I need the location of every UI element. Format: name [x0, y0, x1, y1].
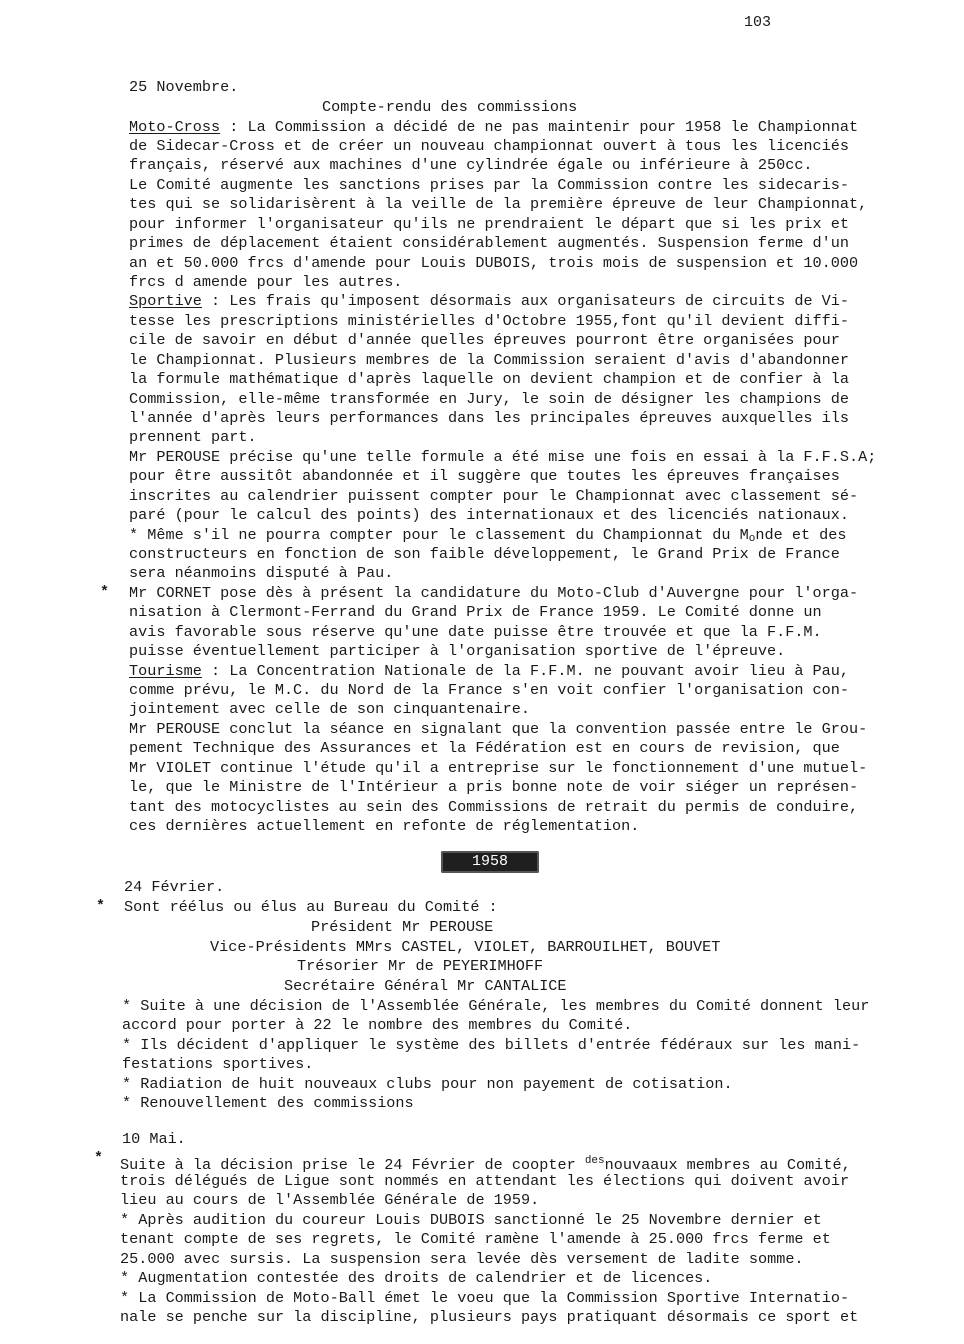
paragraph-line: jointement avec celle de son cinquantenaire.	[129, 700, 531, 718]
year-banner-1958: 1958	[441, 851, 539, 873]
paragraph-line: pour informer l'organisateur qu'ils ne prendraient le départ que si les prix et	[129, 215, 850, 233]
paragraph-line: prennent part.	[129, 428, 257, 446]
bureau-intro: Sont réélus ou élus au Bureau du Comité :	[124, 898, 498, 916]
paragraph-line: inscrites au calendrier puissent compter pour le Championnat avec classement sé-	[129, 487, 859, 505]
bullet-line: * Renouvellement des commissions	[122, 1094, 414, 1112]
paragraph-line: an et 50.000 frcs d'amende pour Louis DUBOIS, trois mois de suspension et 10.000	[129, 254, 859, 272]
paragraph-line: Mr VIOLET continue l'étude qu'il a entreprise sur le fonctionnement d'une mutuel-	[129, 759, 868, 777]
paragraph-line: pement Technique des Assurances et la Fédération est en cours de revision, que	[129, 739, 840, 757]
margin-star: *	[94, 1150, 104, 1167]
paragraph-line: nale se penche sur la discipline, plusieurs pays pratiquant désormais ce sport et	[120, 1308, 859, 1326]
paragraph-line	[129, 292, 849, 312]
heading-tourisme: Tourisme	[129, 662, 202, 680]
paragraph-line: Mr PEROUSE précise qu'une telle formule a été mise une fois en essai à la F.F.S.A;	[129, 448, 877, 466]
heading-moto-cross: Moto-Cross	[129, 118, 221, 136]
paragraph-line: puisse éventuellement participer à l'organisation sportive de l'épreuve.	[129, 642, 786, 660]
text-run: Suite à la décision prise le 24 Février de coopter	[120, 1156, 585, 1174]
paragraph-line: Commission, elle-même transformée en Jury, le soin de désigner les champions de	[129, 390, 850, 408]
paragraph-line: tenant compte de ses regrets, le Comité ramène l'amende à 25.000 frcs ferme et	[120, 1230, 831, 1248]
paragraph-line: paré (pour le calcul des points) des internationaux et des licenciés nationaux.	[129, 506, 850, 524]
paragraph-line: nisation à Clermont-Ferrand du Grand Prix de France 1959. Le Comité donne un	[129, 603, 822, 621]
paragraph-line: * La Commission de Moto-Ball émet le voeu que la Commission Sportive Internatio-	[120, 1289, 850, 1307]
paragraph-line: l'année d'après leurs performances dans les principales épreuves auxquelles ils	[129, 409, 850, 427]
section-title: Compte-rendu des commissions	[322, 98, 578, 116]
bureau-secretary: Secrétaire Général Mr CANTALICE	[284, 977, 567, 995]
section-date-nov: 25 Novembre.	[129, 78, 239, 96]
page-number: 103	[744, 14, 772, 31]
text-run: nouvaaux membres au Comité,	[604, 1156, 851, 1174]
text-run: * Même s'il ne pourra compter pour le classement du Championnat du M	[129, 526, 749, 544]
paragraph-line: constructeurs en fonction de son faible développement, le Grand Prix de France	[129, 545, 840, 563]
paragraph-line: primes de déplacement étaient considérablement augmentés. Suspension ferme d'un	[129, 234, 850, 252]
section-date-feb: 24 Février.	[124, 878, 225, 896]
paragraph-line: le Championnat. Plusieurs membres de la Commission seraient d'avis d'abandonner	[129, 351, 850, 369]
bureau-president: Président Mr PEROUSE	[311, 918, 494, 936]
paragraph-line: le, que le Ministre de l'Intérieur a pris bonne note de voir siéger un représen-	[129, 778, 859, 796]
paragraph-line: français, réservé aux machines d'une cylindrée égale ou inférieure à 250cc.	[129, 156, 813, 174]
paragraph-line: Mr CORNET pose dès à présent la candidature du Moto-Club d'Auvergne pour l'orga-	[129, 584, 859, 602]
paragraph-line: tant des motocyclistes au sein des Commissions de retrait du permis de conduire,	[129, 798, 859, 816]
paragraph-line: Le Comité augmente les sanctions prises par la Commission contre les sidecaris-	[129, 176, 850, 194]
paragraph-line: comme prévu, le M.C. du Nord de la France s'en voit confier l'organisation con-	[129, 681, 850, 699]
paragraph-line: trois délégués de Ligue sont nommés en attendant les élections qui doivent avoir	[120, 1172, 850, 1190]
paragraph-line: cile de savoir en début d'année quelles épreuves pourront être organisées pour	[129, 331, 840, 349]
text-run: nde et des	[755, 526, 847, 544]
paragraph-line: lieu au cours de l'Assemblée Générale de 1959.	[120, 1191, 540, 1209]
paragraph-line: sera néanmoins disputé à Pau.	[129, 564, 394, 582]
handwritten-insert: des	[584, 1155, 605, 1167]
margin-star: *	[96, 898, 106, 915]
bullet-line: festations sportives.	[122, 1055, 314, 1073]
paragraph-line	[129, 662, 849, 682]
paragraph-line: ces dernières actuellement en refonte de réglementation.	[129, 817, 640, 835]
bullet-line: * Suite à une décision de l'Assemblée Générale, les membres du Comité donnent leur	[122, 997, 870, 1015]
bullet-line: * Radiation de huit nouveaux clubs pour non payement de cotisation.	[122, 1075, 733, 1093]
paragraph-line: 25.000 avec sursis. La suspension sera levée dès versement de ladite somme.	[120, 1250, 804, 1268]
paragraph-line: de Sidecar-Cross et de créer un nouveau championnat ouvert à tous les licenciés	[129, 137, 850, 155]
bureau-vice-presidents: Vice-Présidents MMrs CASTEL, VIOLET, BARROUILHET, BOUVET	[210, 938, 721, 956]
margin-star: *	[100, 584, 110, 601]
bullet-line: * Ils décident d'appliquer le système des billets d'entrée fédéraux sur les mani-	[122, 1036, 861, 1054]
heading-sportive: Sportive	[129, 292, 202, 310]
paragraph-line	[129, 118, 858, 138]
paragraph-line: * Augmentation contestée des droits de calendrier et de licences.	[120, 1269, 713, 1287]
paragraph-line: frcs d amende pour les autres.	[129, 273, 403, 291]
paragraph-line: tes qui se solidarisèrent à la veille de la première épreuve de leur Championnat,	[129, 195, 868, 213]
text-run: : La Commission a décidé de ne pas maintenir pour 1958 le Championnat	[220, 118, 859, 136]
text-run: : La Concentration Nationale de la F.F.M. ne pouvant avoir lieu à Pau,	[201, 662, 850, 680]
paragraph-line: la formule mathématique d'après laquelle on devient champion et de confier à la	[129, 370, 850, 388]
paragraph-line: * Après audition du coureur Louis DUBOIS sanctionné le 25 Novembre dernier et	[120, 1211, 822, 1229]
paragraph-line: tesse les prescriptions ministérielles d'Octobre 1955,font qu'il devient diffi-	[129, 312, 850, 330]
bureau-treasurer: Trésorier Mr de PEYERIMHOFF	[297, 957, 544, 975]
text-run: : Les frais qu'imposent désormais aux organisateurs de circuits de Vi-	[201, 292, 850, 310]
subscript-letter: o	[748, 533, 756, 545]
paragraph-line: avis favorable sous réserve qu'une date puisse être trouvée et que la F.F.M.	[129, 623, 822, 641]
bullet-line: accord pour porter à 22 le nombre des membres du Comité.	[122, 1016, 633, 1034]
section-date-may: 10 Mai.	[122, 1130, 186, 1148]
paragraph-line: pour être aussitôt abandonnée et il suggère que toutes les épreuves françaises	[129, 467, 840, 485]
paragraph-line: Mr PEROUSE conclut la séance en signalant que la convention passée entre le Grou-	[129, 720, 868, 738]
